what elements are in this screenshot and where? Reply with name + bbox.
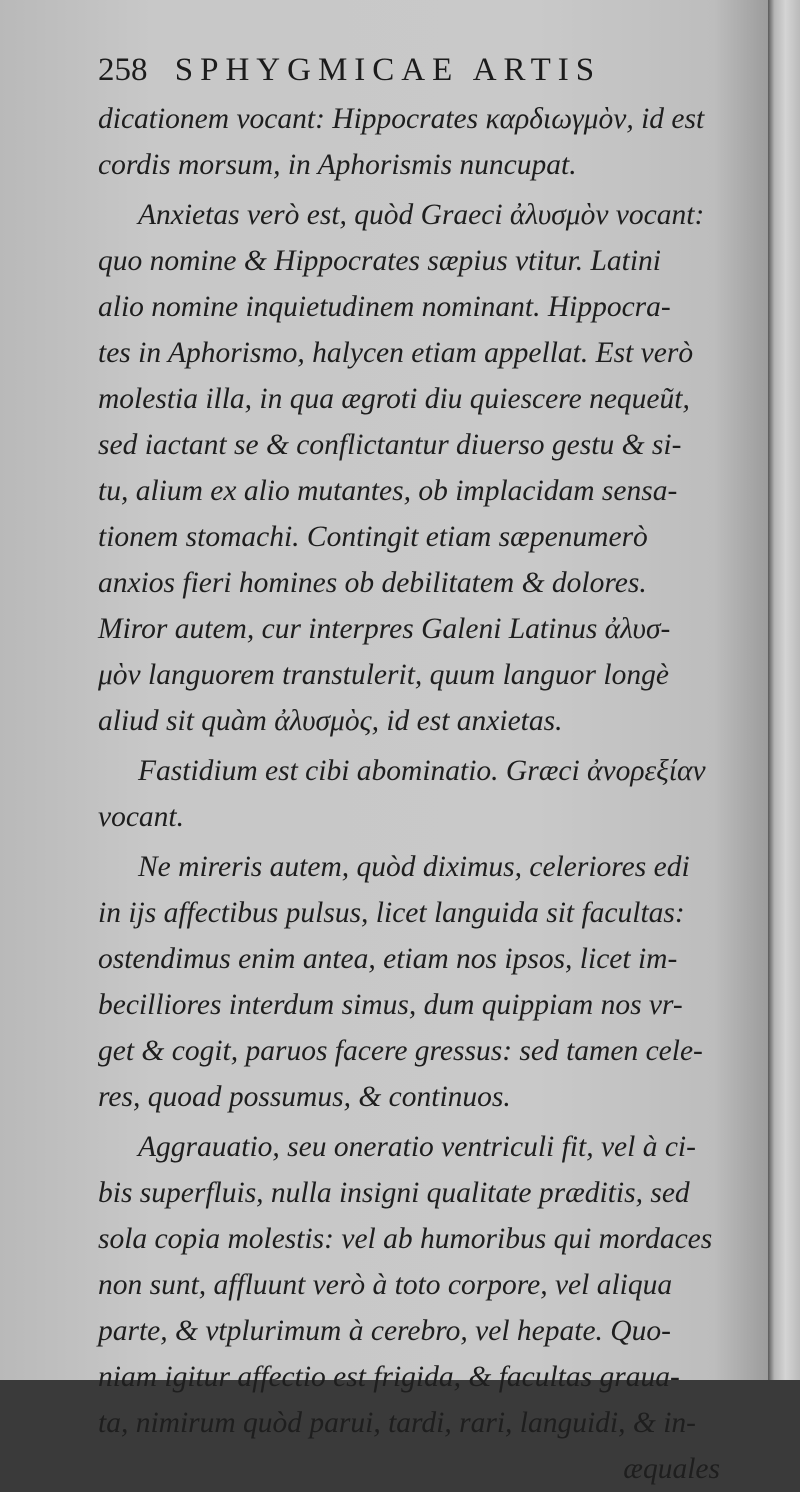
- text-line: in ijs affectibus pulsus, licet languida sit facultas:: [98, 897, 685, 929]
- book-gutter: [768, 0, 800, 1380]
- text-line: get & cogit, paruos facere gressus: sed tamen cele-: [98, 1035, 703, 1067]
- text-line: tu, alium ex alio mutantes, ob implacidam sensa-: [98, 475, 678, 507]
- paragraph-start-anxietas: Anxietas verò est, quòd Graeci ἀλυσμὸν vocant:: [138, 199, 705, 231]
- text-line: niam igitur affectio est frigida, & facultas graua-: [98, 1361, 680, 1393]
- text-line: ostendimus enim antea, etiam nos ipsos, licet im-: [98, 943, 678, 975]
- text-line: tionem stomachi. Contingit etiam sæpenumerò: [98, 521, 648, 553]
- text-line: dicationem vocant: Hippocrates καρδιωγμὸν, id est: [98, 103, 705, 135]
- paragraph-start-aggrauatio: Aggrauatio, seu oneratio ventriculi fit, vel à ci-: [138, 1131, 696, 1163]
- text-line: anxios fieri homines ob debilitatem & dolores.: [98, 567, 647, 599]
- text-line: molestia illa, in qua ægroti diu quiescere nequeũt,: [98, 383, 690, 415]
- text-line: vocant.: [98, 801, 185, 833]
- text-line: μὸν languorem transtulerit, quum languor longè: [98, 659, 669, 691]
- page-number: 258: [98, 52, 148, 88]
- text-line: sola copia molestis: vel ab humoribus qui mordaces: [98, 1223, 713, 1255]
- catchword: æquales: [623, 1453, 720, 1485]
- running-header: [98, 52, 738, 89]
- text-line: quo nomine & Hippocrates sæpius vtitur. Latini: [98, 245, 661, 277]
- text-line: aliud sit quàm ἀλυσμὸς, id est anxietas.: [98, 705, 563, 737]
- paragraph-start-fastidium: Fastidium est cibi abominatio. Græci ἀνορεξίαν: [138, 755, 706, 787]
- text-line: non sunt, affluunt verò à toto corpore, vel aliqua: [98, 1269, 673, 1301]
- text-line: ta, nimirum quòd parui, tardi, rari, languidi, & in-: [98, 1407, 696, 1439]
- text-line: becilliores interdum simus, dum quippiam nos vr-: [98, 989, 683, 1021]
- paragraph-start-ne-mireris: Ne mireris autem, quòd diximus, celeriores edi: [138, 851, 690, 883]
- text-line: cordis morsum, in Aphorismis nuncupat.: [98, 149, 577, 181]
- text-line: Miror autem, cur interpres Galeni Latinus ἀλυσ-: [98, 613, 671, 645]
- text-line: alio nomine inquietudinem nominant. Hippocra-: [98, 291, 671, 323]
- body-text: [98, 96, 720, 1492]
- text-line: bis superfluis, nulla insigni qualitate præditis, sed: [98, 1177, 690, 1209]
- running-title: SPHYGMICAE ARTIS: [174, 52, 602, 88]
- text-line: tes in Aphorismo, halycen etiam appellat. Est verò: [98, 337, 694, 369]
- text-line: sed iactant se & conflictantur diuerso gestu & si-: [98, 429, 682, 461]
- text-line: res, quoad possumus, & continuos.: [98, 1081, 511, 1113]
- text-line: parte, & vtplurimum à cerebro, vel hepate. Quo-: [98, 1315, 671, 1347]
